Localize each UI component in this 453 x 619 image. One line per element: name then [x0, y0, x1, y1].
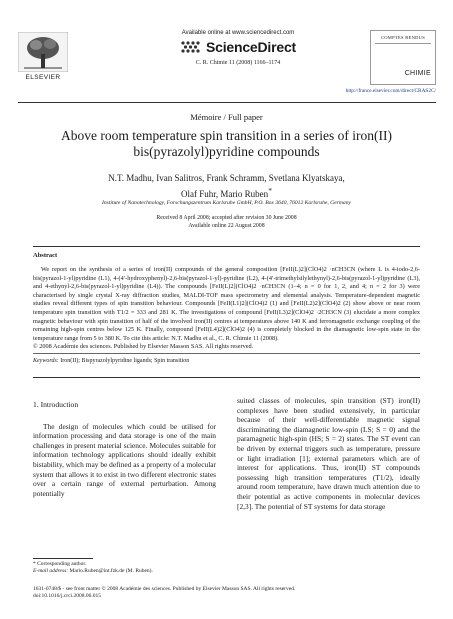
- body-column-right: [237, 396, 420, 511]
- section-heading-introduction: 1. Introduction: [33, 400, 79, 409]
- elsevier-tree-icon: [18, 32, 68, 72]
- email-line: [33, 568, 223, 575]
- online-date: Available online 22 August 2008: [188, 223, 265, 229]
- article-type: Mémoire / Full paper: [190, 112, 263, 122]
- journal-citation: C. R. Chimie 11 (2008) 1166–1174: [195, 60, 281, 66]
- available-online-text: Available online at www.sciencedirect.com: [181, 30, 295, 36]
- intro-paragraph-right: suited classes of molecules, spin transition (ST) iron(II) complexes have been studied extensively, in particular because of their well-differentiable magnetic signal discriminating the diamagnetic low-spin (LS; S = 0) and the paramagnetic high-spin (HS; S = 2) states. The ST event can be driven by external triggers such as temperature, pressure or light irradiation [1]; external parameters which are of interest for applications. Thus, iron(II) ST compounds possessing high transition temperatures (T1/2), ideally around room temperature, have drawn much attention due to their potential as active components in molecular devices [2,3]. The potential of ST systems for data storage: [237, 396, 420, 511]
- front-matter-line: 1631-0748/$ - see front matter © 2008 Académie des sciences. Published by Elsevier Masson SAS. All rights reserved.: [33, 586, 296, 592]
- authors-line-2: Olaf Fuhr, Mario Ruben*: [181, 185, 272, 199]
- article-dates: [60, 214, 393, 230]
- elsevier-logo: [18, 32, 68, 84]
- abstract-bottom-rule: [33, 377, 420, 378]
- email-address[interactable]: Mario.Ruben@int.fzk.de (M. Ruben).: [69, 568, 153, 575]
- journal-box-title: COMPTES RENDUS: [380, 35, 426, 40]
- keywords-list: Iron(II); Bispyrazolylpyridine ligands; Spin transition: [60, 358, 190, 364]
- corresponding-author-note: * Corresponding author.: [33, 561, 87, 567]
- abstract-paragraph: We report on the synthesis of a series of iron(II) compounds of the general composition [FeII(L)2](ClO4)2 ·nCH3CN (where L is 4-iodo-2,6-bis(pyrazol-1-yl)pyridine (L1), 4-(4′-hydroxyphenyl)-2,6-bis(pyrazol-1-yl)-pyridine (L2), 4-(4′-trimethylsilylethynyl)-2,6-bis(pyrazol-1-yl)pyridine (L3), and 4-ethynyl-2,6-bis(pyrazol-1-yl)pyridine (L4)). The compounds [FeII(L)2](ClO4)2 ·nCH3CN (1–4; n = 0 for 1, 2, and 4; n = 2 for 3) were characterised by single crystal X-ray diffraction studies, MALDI-TOF mass spectrometry and elemental analysis. Temperature-dependent magnetic studies reveal different types of spin transition behaviour. Compounds [FeII(L1)2](ClO4)2 (1) and [FeII(L2)2](ClO4)2 (2) show above or near room temperature spin transition with T1/2 = 333 and 281 K. The investigations of compound [FeII(L3)2](ClO4)2 ·2CH3CN (3) elucidate a more complex magnetic behaviour with spin transition of half of the involved iron(II) centres at temperatures above 140 K and ferromagnetic exchange coupling of the remaining high-spin centres below 125 K. Finally, compound [FeII(L4)2](ClO4)2 (4) is completely blocked in the diamagnetic low-spin state in the temperature range from 5 to 380 K. To cite this article: N.T. Madhu et al., C. R. Chimie 11 (2008).: [33, 266, 420, 342]
- footnote: [33, 561, 223, 575]
- header-divider: [18, 102, 436, 103]
- journal-box-rule: [375, 43, 431, 44]
- keywords-line: [33, 358, 420, 364]
- abstract-body: [33, 266, 420, 352]
- affiliation: Institute of Nanotechnology, Forschungszentrum Karlsruhe GmbH, P.O. Box 3640, 76012 Karlsruhe, Germany: [102, 200, 351, 206]
- sciencedirect-brand: [118, 39, 358, 55]
- authors-line-1: N.T. Madhu, Ivan Salitros, Frank Schramm, Svetlana Klyatskaya,: [108, 173, 345, 183]
- page-header: [18, 30, 436, 100]
- journal-url-link[interactable]: http://france.elsevier.com/direct/CRAS2C/: [345, 88, 436, 94]
- keywords-label: Keywords:: [33, 358, 59, 364]
- doi-line[interactable]: doi:10.1016/j.crci.2008.06.015: [33, 593, 101, 600]
- author-list: [60, 173, 393, 200]
- footnote-rule: [33, 558, 93, 559]
- received-date: Received 8 April 2008; accepted after revision 30 June 2008: [156, 215, 297, 221]
- journal-masthead: [118, 30, 358, 66]
- abstract-copyright: © 2008 Académie des sciences. Published by Elsevier Masson SAS. All rights reserved.: [33, 343, 254, 351]
- body-column-left: [33, 400, 216, 498]
- article-title: Above room temperature spin transition in a series of iron(II) bis(pyrazolyl)pyridine compounds: [60, 128, 393, 159]
- keywords-rule: [33, 353, 420, 354]
- sciencedirect-dots-icon: [180, 40, 202, 54]
- journal-box-subtitle: CHIMIE: [404, 70, 431, 77]
- abstract-top-rule: [33, 246, 420, 247]
- abstract-heading: Abstract: [33, 252, 58, 259]
- sciencedirect-wordmark: ScienceDirect: [205, 39, 296, 55]
- page-footer: [33, 586, 433, 600]
- authors-line-2-text: Olaf Fuhr, Mario Ruben: [181, 188, 269, 199]
- intro-paragraph-left: The design of molecules which could be utilised for information processing and data storage is one of the main challenges in present material science. Molecules suitable for information technology applications should ideally exhibit bistability, which may be defined as a property of a molecular system that allows it to exist in two different electronic states over a certain range of external perturbation. Among potentially: [33, 421, 216, 498]
- elsevier-wordmark: ELSEVIER: [25, 74, 61, 81]
- journal-cover-box: [370, 30, 436, 85]
- email-label: E-mail address:: [33, 568, 69, 575]
